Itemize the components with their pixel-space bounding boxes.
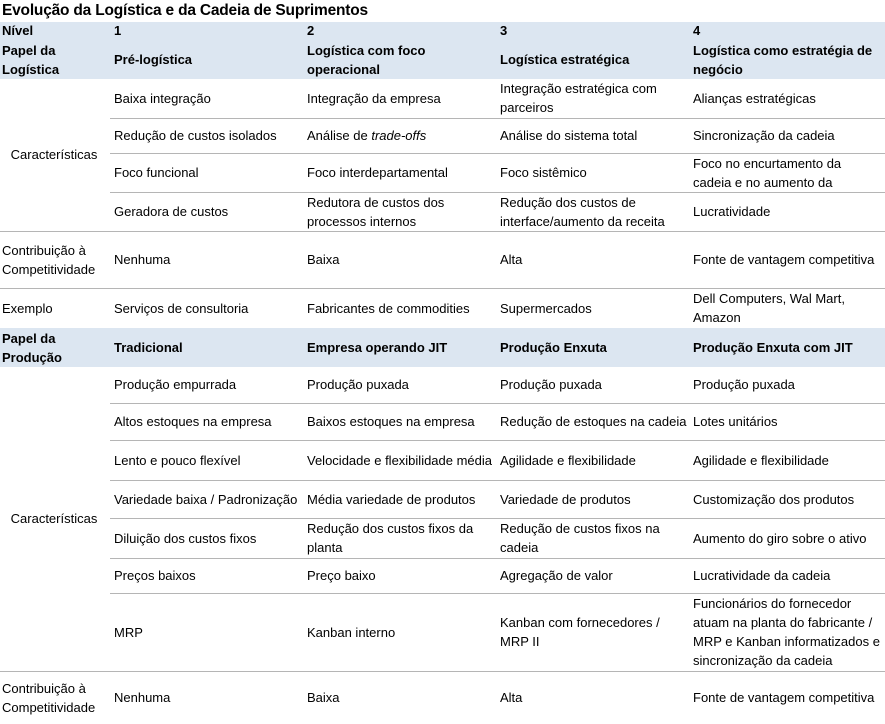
production-contribution-label: Contribuição à Competitividade [2, 680, 96, 715]
table-cell: Foco funcional [110, 153, 303, 192]
table-cell: Alta [496, 231, 689, 288]
logistics-contribution-label: Contribuição à Competitividade [0, 231, 110, 288]
table-cell: Logística como estratégia de negócio [689, 40, 885, 79]
table-row [0, 288, 885, 328]
page-title: Evolução da Logística e da Cadeia de Suprimentos [2, 2, 368, 19]
table-row [0, 480, 885, 518]
logistics-role-label: Papel da Logística [0, 40, 110, 79]
table-cell: Produção puxada [303, 367, 496, 403]
table-cell: Preços baixos [110, 558, 303, 593]
logistics-evolution-table [0, 22, 885, 724]
table-cell: Altos estoques na empresa [110, 403, 303, 440]
table-cell: Redução dos custos de interface/aumento da receita [496, 192, 689, 231]
table-cell: Baixos estoques na empresa [303, 403, 496, 440]
table-cell: Pré-logística [110, 40, 303, 79]
table-cell: Lucratividade [689, 192, 885, 231]
table-cell: Baixa integração [110, 79, 303, 118]
table-cell: Agilidade e flexibilidade [496, 440, 689, 480]
table-cell: Integração da empresa [303, 79, 496, 118]
table-cell: MRP [110, 593, 303, 671]
table-cell: Baixa [307, 690, 340, 706]
table-row [0, 593, 885, 671]
table-cell: Logística com foco operacional [303, 40, 496, 79]
table-cell: Tradicional [110, 328, 303, 367]
table-cell: Sincronização da cadeia [689, 118, 885, 153]
table-cell: Produção puxada [496, 367, 689, 403]
table-cell: Redução de custos isolados [110, 118, 303, 153]
table-cell: Preço baixo [303, 558, 496, 593]
table-row [0, 671, 885, 724]
table-cell: Kanban com fornecedores / MRP II [496, 593, 689, 671]
table-cell: Análise do sistema total [496, 118, 689, 153]
table-cell: Customização dos produtos [689, 480, 885, 518]
table-cell: Variedade baixa / Padronização [110, 480, 303, 518]
table-cell: Empresa operando JIT [303, 328, 496, 367]
table-cell: Diluição dos custos fixos [110, 518, 303, 558]
example-label: Exemplo [2, 300, 53, 316]
table-row [0, 558, 885, 593]
table-cell: Variedade de produtos [496, 480, 689, 518]
table-row [0, 192, 885, 231]
table-row [0, 231, 885, 288]
header-level-4: 4 [689, 22, 885, 40]
table-cell: Fonte de vantagem competitiva [693, 690, 875, 706]
table-cell: Agilidade e flexibilidade [689, 440, 885, 480]
table-cell: Foco sistêmico [496, 153, 689, 192]
table-row [0, 403, 885, 440]
table-cell: Nenhuma [110, 231, 303, 288]
table-row [0, 40, 885, 79]
table-row [0, 328, 885, 367]
production-characteristics-label: Características [0, 367, 110, 671]
table-cell: Redução dos custos fixos da planta [303, 518, 496, 558]
table-cell: Geradora de custos [110, 192, 303, 231]
table-cell: Alta [500, 690, 523, 706]
table-cell: Logística estratégica [496, 40, 689, 79]
table-cell: Produção empurrada [110, 367, 303, 403]
table-row [0, 153, 885, 192]
trade-offs-italic: trade-offs [371, 128, 427, 143]
trade-offs-prefix: Análise de [307, 128, 372, 143]
table-row [0, 79, 885, 118]
table-cell: Redução de custos fixos na cadeia [496, 518, 689, 558]
table-cell: Foco interdepartamental [303, 153, 496, 192]
table-cell: Produção Enxuta [496, 328, 689, 367]
table-row [0, 440, 885, 480]
table-row [0, 518, 885, 558]
table-cell: Foco no encurtamento da cadeia e no aumento da [689, 153, 885, 192]
table-cell: Agregação de valor [496, 558, 689, 593]
table-cell: Fabricantes de commodities [307, 300, 470, 316]
table-cell: Lento e pouco flexível [110, 440, 303, 480]
table-cell: Redução de estoques na cadeia [496, 403, 689, 440]
table-cell [303, 118, 496, 153]
table-cell: Produção puxada [689, 367, 885, 403]
header-level-1: 1 [110, 22, 303, 40]
table-row [0, 367, 885, 403]
logistics-characteristics-label: Características [0, 79, 110, 231]
table-cell: Média variedade de produtos [303, 480, 496, 518]
production-role-label: Papel da Produção [0, 328, 110, 367]
header-level-2: 2 [303, 22, 496, 40]
table-cell: Integração estratégica com parceiros [496, 79, 689, 118]
header-level-3: 3 [496, 22, 689, 40]
table-cell: Aumento do giro sobre o ativo [689, 518, 885, 558]
table-row [0, 118, 885, 153]
header-row [0, 22, 885, 40]
table-cell: Baixa [303, 231, 496, 288]
table-cell: Dell Computers, Wal Mart, Amazon [693, 291, 845, 326]
table-cell: Redutora de custos dos processos internos [303, 192, 496, 231]
table-cell: Supermercados [500, 300, 592, 316]
table-cell: Nenhuma [114, 690, 171, 706]
table-cell: Alianças estratégicas [689, 79, 885, 118]
table-cell: Produção Enxuta com JIT [689, 328, 885, 367]
table-cell: Funcionários do fornecedor atuam na planta do fabricante / MRP e Kanban informatizados e sincronização da cadeia [689, 593, 885, 671]
table-cell: Serviços de consultoria [114, 300, 249, 316]
table-cell: Kanban interno [303, 593, 496, 671]
table-cell: Lotes unitários [689, 403, 885, 440]
table-cell: Fonte de vantagem competitiva [689, 231, 885, 288]
table-cell: Lucratividade da cadeia [689, 558, 885, 593]
header-level: Nível [0, 22, 110, 40]
table-cell: Velocidade e flexibilidade média [303, 440, 496, 480]
